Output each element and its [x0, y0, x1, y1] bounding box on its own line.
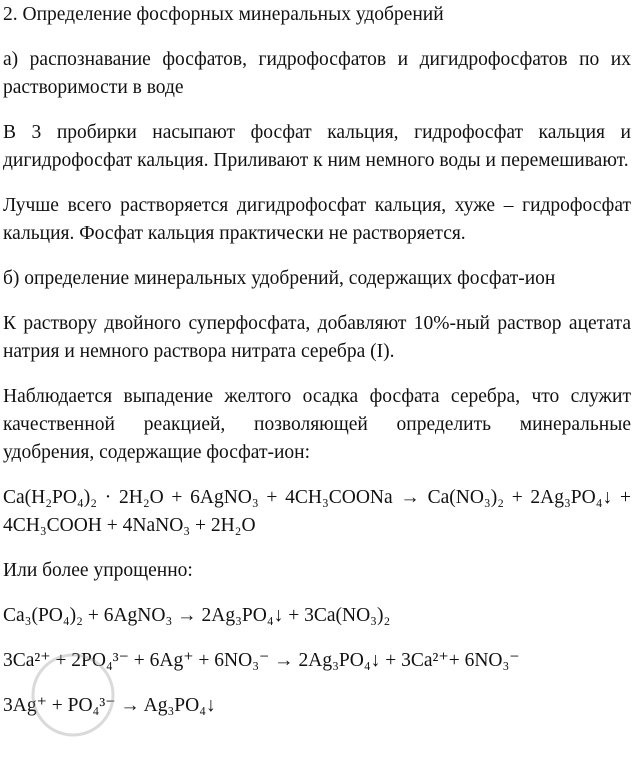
- equation-ionic-full: 3Ca²⁺ + 2PO₄³⁻ + 6Ag⁺ + 6NO₃⁻ → 2Ag₃PO₄↓ + 3Ca²⁺+ 6NO₃⁻: [3, 650, 520, 671]
- part-b-paragraph-1: К раствору двойного суперфосфата, добавляют 10%-ный раствор ацетата натрия и немного раствора нитрата серебра (I).: [3, 313, 631, 362]
- simplified-label: Или более упрощенно:: [3, 560, 193, 581]
- part-a-title: а) распознавание фосфатов, гидрофосфатов и дигидрофосфатов по их растворимости в воде: [3, 49, 631, 98]
- equation-ionic-short: 3Ag⁺ + PO₄³⁻ → Ag₃PO₄↓: [3, 695, 216, 716]
- equation-full: Ca(H₂PO₄)₂ · 2H₂O + 6AgNO₃ + 4CH₃COONa → Ca(NO₃)₂ + 2Ag₃PO₄↓ + 4CH₃COOH + 4NaNO₃ + 2H₂O: [3, 487, 631, 536]
- section-heading: 2. Определение фосфорных минеральных удобрений: [3, 4, 444, 25]
- part-b-paragraph-2: Наблюдается выпадение желтого осадка фосфата серебра, что служит качественной реакцией, позволяющей определить минеральные удобрения, содержащие фосфат-ион:: [3, 386, 631, 463]
- part-a-paragraph-1: В 3 пробирки насыпают фосфат кальция, гидрофосфат кальция и дигидрофосфат кальция. Приливают к ним немного воды и перемешивают.: [3, 122, 631, 171]
- equation-molecular: Ca₃(PO₄)₂ + 6AgNO₃ → 2Ag₃PO₄↓ + 3Ca(NO₃)₂: [3, 605, 391, 626]
- part-b-title: б) определение минеральных удобрений, содержащих фосфат-ион: [3, 268, 556, 289]
- part-a-paragraph-2: Лучше всего растворяется дигидрофосфат кальция, хуже – гидрофосфат кальция. Фосфат кальция практически не растворяется.: [3, 195, 631, 244]
